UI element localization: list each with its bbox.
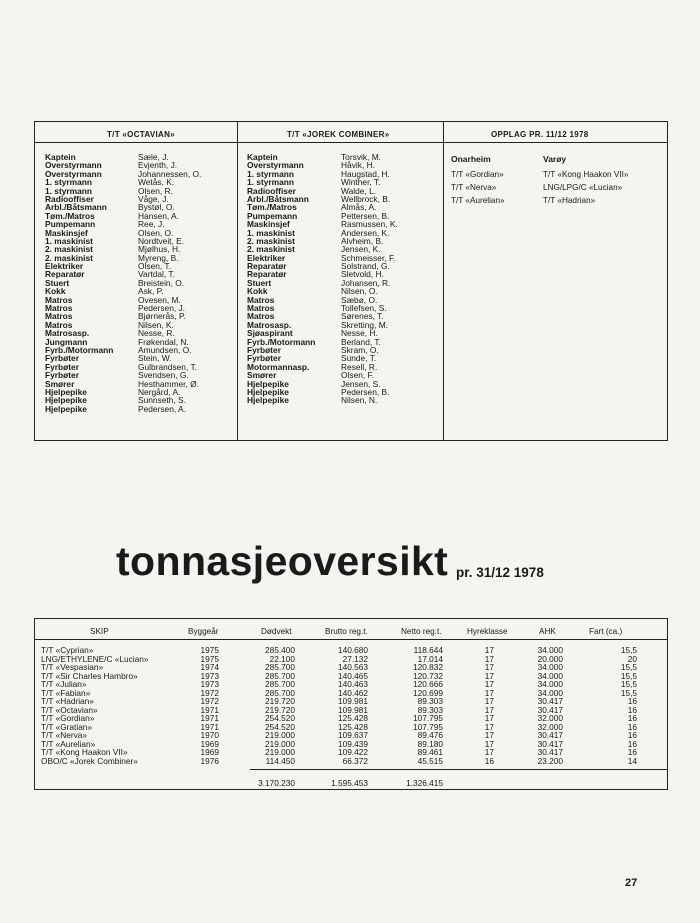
col-header-dwt: Dødvekt <box>261 627 292 636</box>
built-year: 1975 <box>200 653 219 664</box>
jorek-names <box>341 153 398 405</box>
crew-name: Nilsen, O. <box>341 286 378 297</box>
built-year: 1973 <box>200 670 219 681</box>
built-year: 1976 <box>200 755 219 766</box>
crew-name: Torsvik, M. <box>341 152 382 162</box>
crew-rank: 1. maskinist <box>247 227 295 238</box>
gross-value: 125.428 <box>338 721 368 732</box>
crew-rank: Tøm./Matros <box>247 202 297 213</box>
speed-value: 20 <box>627 653 637 664</box>
ahk-value: 34.000 <box>537 645 563 655</box>
crew-rank: Pumpemann <box>45 219 96 230</box>
crew-name: Amundsen, O. <box>138 344 192 355</box>
octavian-ranks <box>45 153 113 413</box>
class-value: 17 <box>484 679 494 689</box>
crew-name: Olsen, R. <box>138 185 173 196</box>
col-header-gross: Brutto reg.t. <box>325 627 368 636</box>
crew-name: Nesse, R. <box>138 328 175 339</box>
crew-rank: 1. styrmann <box>45 185 93 196</box>
built-year: 1974 <box>200 662 219 672</box>
crew-rank: Matros <box>45 311 73 322</box>
built-year: 1971 <box>200 704 219 715</box>
crew-rank: Matros <box>247 303 275 314</box>
dwt-value: 285.700 <box>265 687 295 698</box>
header-divider <box>35 639 667 640</box>
crew-name: Våge, J. <box>138 193 169 204</box>
crew-rank: Kokk <box>247 286 268 297</box>
built-year: 1969 <box>200 738 219 749</box>
ahk-value: 30.417 <box>537 730 563 740</box>
crew-name: Johansen, R. <box>341 277 391 288</box>
crew-rank: Kaptein <box>45 152 76 162</box>
varoy-label: Varøy <box>543 154 567 164</box>
ship-name: T/T «Julian» <box>41 679 87 689</box>
crew-rank: Smører <box>45 378 75 389</box>
ahk-value: 34.000 <box>537 687 563 698</box>
dwt-value: 219.000 <box>265 747 295 757</box>
crew-name: Ree, J. <box>138 219 165 230</box>
header-octavian: T/T «OCTAVIAN» <box>107 130 175 139</box>
crew-name: Pettersen, B. <box>341 210 390 221</box>
crew-name: Nilsen, N. <box>341 395 378 406</box>
class-value: 17 <box>484 670 494 681</box>
col-header-speed: Fart (ca.) <box>589 627 623 636</box>
class-value: 17 <box>484 713 494 723</box>
ship-name: T/T «Fabian» <box>41 687 91 698</box>
net-value: 118.644 <box>413 645 443 655</box>
crew-rank: Fyrbøter <box>247 344 281 355</box>
crew-rank: Fyrbøter <box>247 353 281 364</box>
built-year: 1971 <box>200 721 219 732</box>
crew-rank: 1. styrmann <box>45 177 93 188</box>
class-value: 17 <box>484 721 494 732</box>
speed-value: 15,5 <box>620 679 637 689</box>
crew-rank: Maskinsjef <box>45 227 88 238</box>
header-jorek-combiner: T/T «JOREK COMBINER» <box>287 130 390 139</box>
laid-up-ship: T/T «Nerva» <box>451 183 497 192</box>
header-opplag: OPPLAG PR. 11/12 1978 <box>491 130 589 139</box>
crew-rank: Reparatør <box>247 261 287 272</box>
crew-rank: Hjelpepike <box>247 386 289 397</box>
ship-name: T/T «Hadrian» <box>41 696 94 706</box>
crew-name: Svendsen, G. <box>138 370 189 381</box>
crew-rank: Stuert <box>247 277 272 288</box>
class-value: 17 <box>484 687 494 698</box>
crew-name: Bjørnerås, P. <box>138 311 186 322</box>
crew-rank: Reparatør <box>45 269 85 280</box>
speed-value: 16 <box>627 730 637 740</box>
speed-value: 16 <box>627 713 637 723</box>
crew-name: Vartdal, T. <box>138 269 175 280</box>
gross-value: 109.422 <box>338 747 368 757</box>
crew-name: Walde, L. <box>341 185 377 196</box>
ship-name: T/T «Nerva» <box>41 730 87 740</box>
crew-rank: Matros <box>45 319 73 330</box>
crew-name: Olsen, T. <box>138 261 171 272</box>
net-value: 120.666 <box>413 679 443 689</box>
net-values <box>395 646 443 765</box>
dwt-value: 285.400 <box>265 645 295 655</box>
crew-rank: Arbl./Båtsmann <box>247 193 309 204</box>
crew-rank: Radiooffiser <box>247 185 296 196</box>
crew-rank: Kaptein <box>247 152 278 162</box>
ahk-value: 34.000 <box>537 679 563 689</box>
crew-rank: Matrosasp. <box>45 328 90 339</box>
crew-rank: Fyrbøter <box>45 361 79 372</box>
net-value: 120.832 <box>413 662 443 672</box>
speed-value: 16 <box>627 721 637 732</box>
ahk-value: 34.000 <box>537 670 563 681</box>
crew-name: Gulbrandsen, T. <box>138 361 197 372</box>
col-header-ship: SKIP <box>90 627 109 636</box>
crew-name: Wellbrock, B. <box>341 193 391 204</box>
built-year: 1975 <box>200 645 219 655</box>
speed-value: 16 <box>627 696 637 706</box>
total-net: 1.326.415 <box>406 778 443 788</box>
ahk-value: 30.417 <box>537 747 563 757</box>
speed-value: 15,5 <box>620 662 637 672</box>
crew-rank: Reparatør <box>247 269 287 280</box>
crew-rank: 2. maskinist <box>45 244 93 255</box>
gross-value: 140.462 <box>338 687 368 698</box>
crew-rank: Radiooffiser <box>45 193 94 204</box>
net-value: 120.699 <box>413 687 443 698</box>
page-subtitle: pr. 31/12 1978 <box>456 565 544 580</box>
gross-value: 140.465 <box>338 670 368 681</box>
class-values <box>470 646 494 765</box>
ship-name: T/T «Gordian» <box>41 713 95 723</box>
crew-rank: 2. maskinist <box>45 252 93 263</box>
crew-name: Pedersen, J. <box>138 303 186 314</box>
gross-value: 109.439 <box>338 738 368 749</box>
laid-up-ship: T/T «Gordian» <box>451 170 504 179</box>
ship-name: T/T «Cyprian» <box>41 645 94 655</box>
crew-table <box>34 121 668 441</box>
crew-name: Nergård, A. <box>138 386 181 397</box>
class-value: 17 <box>484 653 494 664</box>
ship-name: T/T «Gratian» <box>41 721 93 732</box>
header-divider <box>35 142 667 143</box>
gross-value: 140.563 <box>338 662 368 672</box>
gross-values <box>320 646 368 765</box>
crew-name: Johannessen, O. <box>138 168 202 179</box>
net-value: 17.014 <box>417 653 443 664</box>
ship-name: T/T «Octavian» <box>41 704 98 715</box>
crew-rank: 1. styrmann <box>247 168 295 179</box>
total-gross: 1.595.453 <box>331 778 368 788</box>
crew-rank: Hjelpepike <box>247 395 289 406</box>
col-header-built: Byggeår <box>188 627 219 636</box>
crew-rank: Elektriker <box>45 261 84 272</box>
ship-name: T/T «Kong Haakon VII» <box>41 747 128 757</box>
net-value: 89.303 <box>417 696 443 706</box>
tonnage-table <box>34 618 668 790</box>
crew-name: Resell, R. <box>341 361 378 372</box>
built-year: 1971 <box>200 713 219 723</box>
dwt-values <box>247 646 295 765</box>
crew-name: Hesthammer, Ø. <box>138 378 199 389</box>
crew-name: Sunnseth, S. <box>138 395 186 406</box>
built-year: 1972 <box>200 687 219 698</box>
gross-value: 27.132 <box>342 653 368 664</box>
dwt-value: 219.720 <box>265 704 295 715</box>
crew-name: Skram, O. <box>341 344 379 355</box>
speed-value: 15,5 <box>620 670 637 681</box>
column-divider <box>443 122 444 440</box>
dwt-value: 219.000 <box>265 730 295 740</box>
crew-name: Hansen, A. <box>138 210 179 221</box>
crew-rank: Hjelpepike <box>247 378 289 389</box>
ahk-value: 30.417 <box>537 696 563 706</box>
ahk-value: 20.000 <box>537 653 563 664</box>
ahk-value: 30.417 <box>537 738 563 749</box>
crew-name: Sæle, J. <box>138 152 169 162</box>
crew-rank: Jungmann <box>45 336 88 347</box>
crew-rank: Fyrb./Motormann <box>247 336 316 347</box>
crew-rank: Fyrbøter <box>45 370 79 381</box>
crew-name: Myreng, B. <box>138 252 179 263</box>
ahk-value: 23.200 <box>537 755 563 766</box>
crew-name: Haugstad, H. <box>341 168 390 179</box>
speed-value: 16 <box>627 738 637 749</box>
crew-rank: Fyrbøter <box>45 353 79 364</box>
crew-rank: Sjøaspirant <box>247 328 293 339</box>
crew-rank: Overstyrmann <box>45 168 102 179</box>
net-value: 107.795 <box>413 721 443 732</box>
crew-name: Olsen, O. <box>138 227 174 238</box>
crew-name: Pedersen, A. <box>138 403 186 414</box>
page-title: tonnasjeoversikt <box>116 538 449 584</box>
crew-name: Frøkendal, N. <box>138 336 189 347</box>
crew-rank: Motormannasp. <box>247 361 310 372</box>
column-divider <box>237 122 238 440</box>
crew-rank: Pumpemann <box>247 210 298 221</box>
class-value: 17 <box>484 696 494 706</box>
ship-names <box>41 646 148 765</box>
crew-name: Stein, W. <box>138 353 172 364</box>
built-year: 1972 <box>200 696 219 706</box>
built-year: 1969 <box>200 747 219 757</box>
net-value: 45.515 <box>417 755 443 766</box>
dwt-value: 285.700 <box>265 670 295 681</box>
net-value: 89.476 <box>417 730 443 740</box>
crew-rank: Elektriker <box>247 252 286 263</box>
class-value: 16 <box>484 755 494 766</box>
jorek-ranks <box>247 153 315 405</box>
crew-name: Schmeisser, F. <box>341 252 396 263</box>
crew-name: Sørenes, T. <box>341 311 384 322</box>
crew-rank: Smører <box>247 370 277 381</box>
onarheim-label: Onarheim <box>451 154 491 164</box>
built-years <box>183 646 219 765</box>
ahk-value: 30.417 <box>537 704 563 715</box>
crew-name: Almås, A. <box>341 202 377 213</box>
ship-name: T/T «Aurelian» <box>41 738 96 749</box>
net-value: 120.732 <box>413 670 443 681</box>
gross-value: 140.680 <box>338 645 368 655</box>
ship-name: T/T «Vespasian» <box>41 662 104 672</box>
opplag-varoy <box>543 153 628 207</box>
dwt-value: 219.720 <box>265 696 295 706</box>
crew-name: Ask, P. <box>138 286 164 297</box>
crew-rank: Overstyrmann <box>45 160 102 171</box>
gross-value: 125.428 <box>338 713 368 723</box>
crew-rank: Arbl./Båtsmann <box>45 202 107 213</box>
crew-rank: 2. maskinist <box>247 235 295 246</box>
speed-value: 15,5 <box>620 687 637 698</box>
crew-name: Rasmussen, K. <box>341 219 398 230</box>
class-value: 17 <box>484 704 494 715</box>
ahk-value: 32.000 <box>537 721 563 732</box>
crew-name: Nesse, H. <box>341 328 378 339</box>
speed-values <box>605 646 637 765</box>
dwt-value: 254.520 <box>265 721 295 732</box>
octavian-names <box>138 153 201 413</box>
crew-name: Sæbø, O. <box>341 294 378 305</box>
dwt-value: 219.000 <box>265 738 295 749</box>
crew-rank: Kokk <box>45 286 66 297</box>
ship-name: T/T «Sir Charles Hambro» <box>41 670 138 681</box>
page-number: 27 <box>625 877 638 889</box>
crew-rank: Matrosasp. <box>247 319 292 330</box>
speed-value: 15,5 <box>620 645 637 655</box>
crew-rank: Tøm./Matros <box>45 210 95 221</box>
crew-name: Andersen, K. <box>341 227 390 238</box>
crew-name: Jensen, S. <box>341 378 381 389</box>
crew-rank: Hjelpepike <box>45 395 87 406</box>
dwt-value: 114.450 <box>265 755 295 766</box>
crew-name: Tollefsen, S. <box>341 303 387 314</box>
col-header-ahk: AHK <box>539 627 556 636</box>
crew-name: Breistein, O. <box>138 277 185 288</box>
gross-value: 109.637 <box>338 730 368 740</box>
crew-rank: 2. maskinist <box>247 244 295 255</box>
class-value: 17 <box>484 662 494 672</box>
crew-rank: Matros <box>45 294 73 305</box>
dwt-value: 285.700 <box>265 679 295 689</box>
crew-name: Berland, T. <box>341 336 381 347</box>
net-value: 89.180 <box>417 738 443 749</box>
class-value: 17 <box>484 738 494 749</box>
laid-up-ship: T/T «Kong Haakon VII» <box>543 170 629 179</box>
crew-rank: Matros <box>247 311 275 322</box>
ahk-value: 34.000 <box>537 662 563 672</box>
built-year: 1970 <box>200 730 219 740</box>
dwt-value: 254.520 <box>265 713 295 723</box>
crew-name: Skretting, M. <box>341 319 389 330</box>
crew-name: Olsen, F. <box>341 370 375 381</box>
totals-divider <box>250 769 667 770</box>
crew-name: Sunde, T. <box>341 353 377 364</box>
gross-value: 109.981 <box>338 704 368 715</box>
ahk-value: 32.000 <box>537 713 563 723</box>
class-value: 17 <box>484 645 494 655</box>
laid-up-ship: T/T «Hadrian» <box>543 196 596 205</box>
crew-name: Håvik, H. <box>341 160 375 171</box>
laid-up-ship: T/T «Aurelian» <box>451 196 505 205</box>
ship-name: OBO/C «Jorek Combiner» <box>41 755 138 766</box>
crew-name: Alvheim, B. <box>341 235 384 246</box>
built-year: 1973 <box>200 679 219 689</box>
dwt-value: 285.700 <box>265 662 295 672</box>
net-value: 107.795 <box>413 713 443 723</box>
col-header-net: Netto reg.t. <box>401 627 442 636</box>
gross-value: 66.372 <box>342 755 368 766</box>
dwt-value: 22.100 <box>269 653 295 664</box>
crew-name: Jensen, K. <box>341 244 381 255</box>
gross-value: 109.981 <box>338 696 368 706</box>
speed-value: 16 <box>627 704 637 715</box>
class-value: 17 <box>484 730 494 740</box>
crew-rank: Overstyrmann <box>247 160 304 171</box>
crew-rank: Stuert <box>45 277 70 288</box>
crew-rank: 1. maskinist <box>45 235 93 246</box>
ahk-values <box>523 646 563 765</box>
crew-name: Mjølhus, H. <box>138 244 181 255</box>
speed-value: 16 <box>627 747 637 757</box>
crew-name: Pedersen, B. <box>341 386 390 397</box>
crew-name: Nilsen, K. <box>138 319 174 330</box>
crew-name: Solstrand, G. <box>341 261 390 272</box>
net-value: 89.461 <box>417 747 443 757</box>
crew-rank: Fyrb./Motormann <box>45 344 114 355</box>
crew-name: Nordtveit, E. <box>138 235 185 246</box>
crew-rank: Maskinsjef <box>247 219 290 230</box>
crew-rank: Hjelpepike <box>45 386 87 397</box>
crew-rank: Matros <box>45 303 73 314</box>
opplag-onarheim <box>451 153 505 207</box>
crew-name: Sletvold, H. <box>341 269 384 280</box>
gross-value: 140.463 <box>338 679 368 689</box>
crew-name: Evjenth, J. <box>138 160 178 171</box>
ship-name: LNG/ETHYLENE/C «Lucian» <box>41 653 149 664</box>
net-value: 89.303 <box>417 704 443 715</box>
total-dwt: 3.170.230 <box>258 778 295 788</box>
class-value: 17 <box>484 747 494 757</box>
crew-name: Wetås, K. <box>138 177 175 188</box>
crew-name: Winther, T. <box>341 177 381 188</box>
crew-rank: Matros <box>247 294 275 305</box>
laid-up-ship: LNG/LPG/C «Lucian» <box>543 183 623 192</box>
speed-value: 14 <box>627 755 637 766</box>
col-header-class: Hyreklasse <box>467 627 508 636</box>
crew-rank: 1. styrmann <box>247 177 295 188</box>
crew-name: Ovesen, M. <box>138 294 181 305</box>
crew-name: Bystøl, O. <box>138 202 175 213</box>
crew-rank: Hjelpepike <box>45 403 87 414</box>
